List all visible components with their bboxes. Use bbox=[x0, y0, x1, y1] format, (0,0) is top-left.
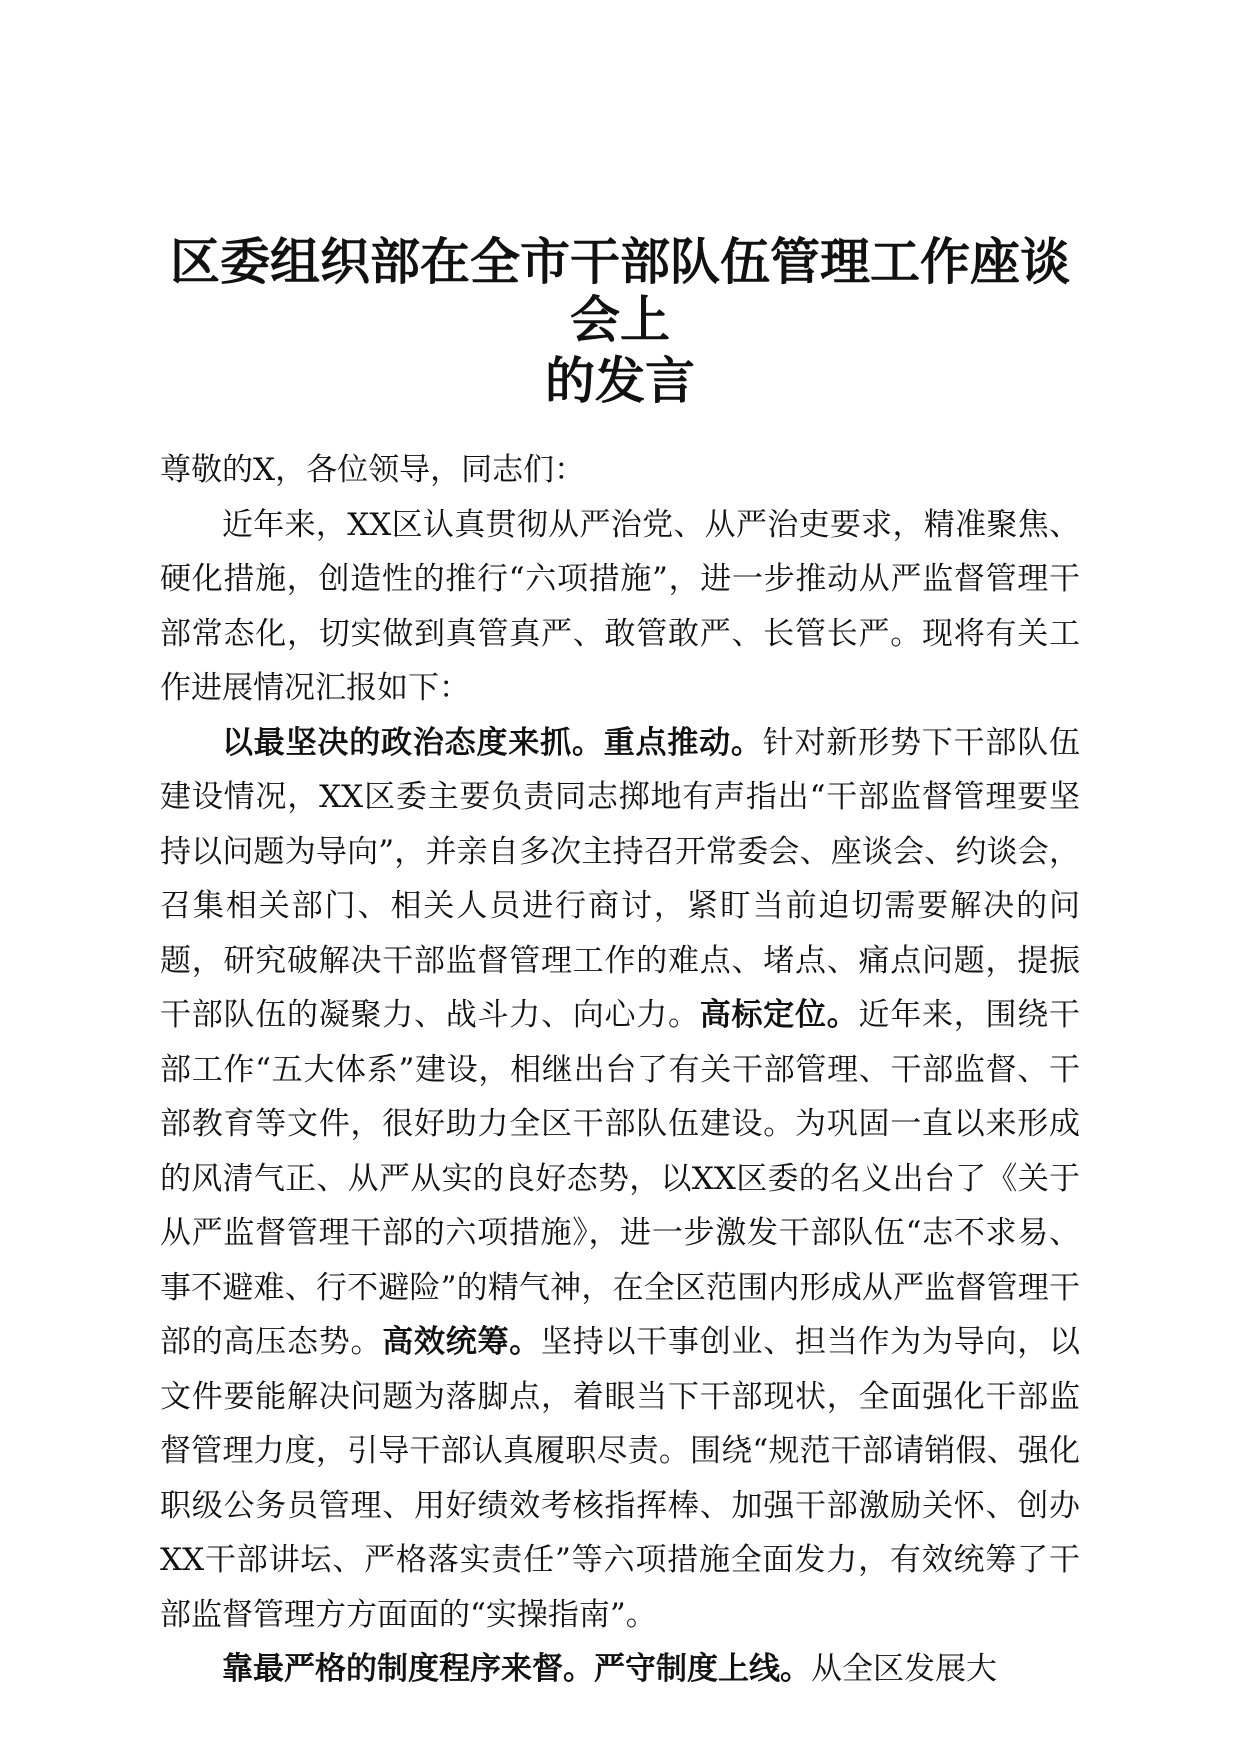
section1-heading: 以最坚决的政治态度来抓。 bbox=[222, 724, 604, 761]
document-title-line2: 的发言 bbox=[545, 351, 695, 410]
section1-paragraph bbox=[160, 716, 1080, 1643]
section1-sub3-text: 坚持以干事创业、担当作为为导向，以文件要能解决问题为落脚点，着眼当下干部现状，全面强化干部监督管理力度，引导干部认真履职尽责。围绕“规范干部请销假、强化职级公务员管理、用好绩效考核指挥棒、加强干部激励关怀、创办XX干部讲坛、严格落实责任”等六项措施全面发力，有效统筹了干部监督管理方方面面的“实操指南”。 bbox=[160, 1324, 1080, 1633]
intro-paragraph: 近年来，XX区认真贯彻从严治党、从严治吏要求，精准聚焦、硬化措施，创造性的推行“六项措施”，进一步推动从严监督管理干部常态化，切实做到真管真严、敢管敢严、长管长严。现将有关工作进展情况汇报如下： bbox=[160, 506, 1080, 706]
section2-sub1-text: 从全区发展大 bbox=[811, 1651, 997, 1687]
document-body bbox=[160, 443, 1080, 1697]
section1-sub3-heading: 高效统筹。 bbox=[382, 1324, 541, 1360]
section1-sub1-heading: 重点推动。 bbox=[603, 724, 763, 761]
section2-heading: 靠最严格的制度程序来督。 bbox=[222, 1651, 594, 1687]
section1-sub2-text: 近年来，围绕干部工作“五大体系”建设，相继出台了有关干部管理、干部监督、干部教育等文件，很好助力全区干部队伍建设。为巩固一直以来形成的风清气正、从严从实的良好态势，以XX区委的名义出台了《关于从严监督管理干部的六项措施》，进一步激发干部队伍“志不求易、事不避难、行不避险”的精气神，在全区范围内形成从严监督管理干部的高压态势。 bbox=[160, 997, 1080, 1360]
section2-paragraph bbox=[160, 1642, 1080, 1697]
section2-sub1-heading: 严守制度上线。 bbox=[594, 1651, 811, 1687]
salutation: 尊敬的X，各位领导，同志们： bbox=[160, 452, 586, 488]
section1-sub2-heading: 高标定位。 bbox=[699, 997, 859, 1033]
document-title-line1: 区委组织部在全市干部队伍管理工作座谈会上 bbox=[170, 232, 1070, 349]
section1-sub1-text: 针对新形势下干部队伍建设情况，XX区委主要负责同志掷地有声指出“干部监督管理要坚持以问题为导向”，并亲自多次主持召开常委会、座谈会、约谈会，召集相关部门、相关人员进行商讨，紧盯当前迫切需要解决的问题，研究破解决干部监督管理工作的难点、堵点、痛点问题，提振干部队伍的凝聚力、战斗力、向心力。 bbox=[160, 724, 1081, 1033]
